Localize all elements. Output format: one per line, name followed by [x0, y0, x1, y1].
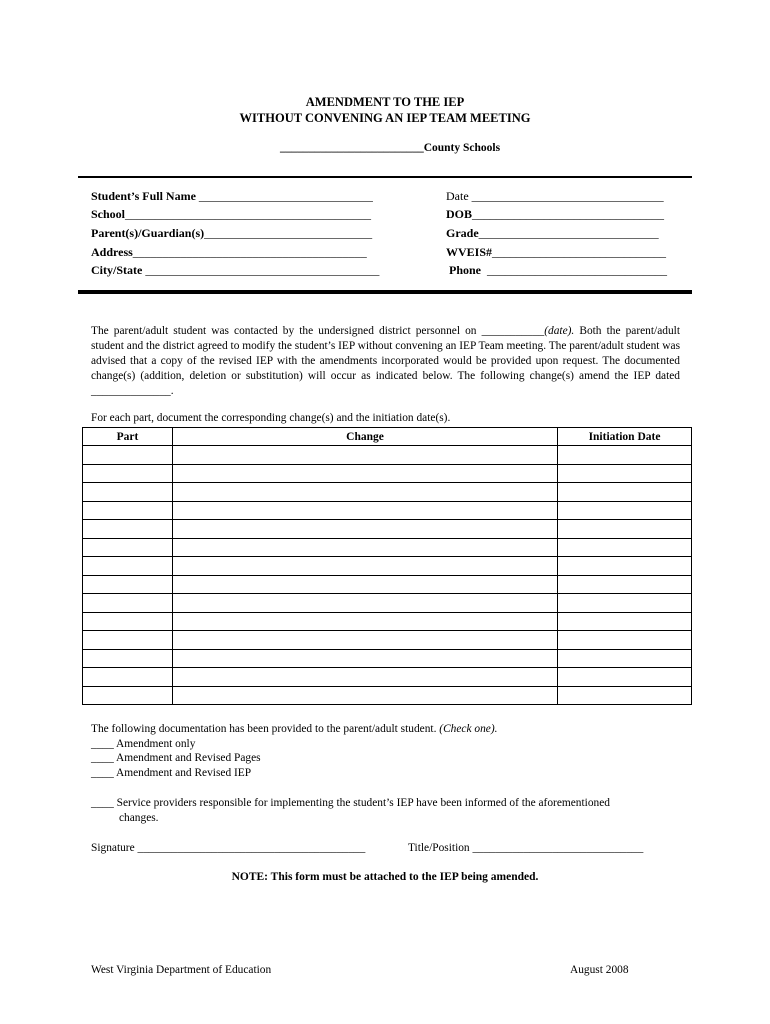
table-header-row [83, 428, 692, 446]
initiation-date-cell[interactable] [558, 575, 692, 594]
change-cell[interactable] [173, 464, 558, 483]
table-row [83, 520, 692, 539]
wveis-label: WVEIS# [446, 245, 493, 259]
form-title-line2: WITHOUT CONVENING AN IEP TEAM MEETING [239, 111, 531, 125]
address-label: Address [91, 245, 133, 259]
table-row [83, 575, 692, 594]
school-field[interactable]: School_________________________________________ [91, 207, 372, 221]
documentation-intro: The following documentation has been provided to the parent/adult student. (Check one). [91, 723, 498, 735]
student-name-field[interactable]: Student’s Full Name _____________________________ [91, 189, 373, 203]
part-column-header: Part [83, 428, 173, 446]
city-state-field[interactable]: City/State _______________________________________ [91, 263, 380, 277]
change-column-header: Change [173, 428, 558, 446]
part-cell[interactable] [83, 483, 173, 502]
guardian-field[interactable]: Parent(s)/Guardian(s)____________________________ [91, 226, 373, 240]
part-cell[interactable] [83, 594, 173, 613]
city-state-label: City/State [91, 263, 143, 277]
table-row [83, 594, 692, 613]
initiation-date-column-header: Initiation Date [558, 428, 692, 446]
table-row [83, 501, 692, 520]
table-row [83, 538, 692, 557]
change-cell[interactable] [173, 557, 558, 576]
wveis-field[interactable]: WVEIS#_____________________________ [446, 245, 667, 259]
part-cell[interactable] [83, 668, 173, 687]
part-cell[interactable] [83, 612, 173, 631]
table-row [83, 668, 692, 687]
footer-date: August 2008 [570, 964, 629, 976]
table-row [83, 483, 692, 502]
footer-department: West Virginia Department of Education [91, 964, 272, 976]
service-providers-option[interactable]: ____ Service providers responsible for implementing the student’s IEP have been informed of the aforementioned [91, 797, 610, 809]
table-row [83, 612, 692, 631]
part-cell[interactable] [83, 557, 173, 576]
phone-field[interactable]: Phone ______________________________ [449, 263, 668, 277]
table-row [83, 631, 692, 650]
grade-label: Grade [446, 226, 479, 240]
initiation-date-cell[interactable] [558, 557, 692, 576]
heavy-rule [78, 290, 692, 294]
initiation-date-cell[interactable] [558, 501, 692, 520]
initiation-date-cell[interactable] [558, 631, 692, 650]
school-label: School [91, 207, 126, 221]
table-instructions: For each part, document the corresponding change(s) and the initiation date(s). [91, 412, 451, 424]
intro-paragraph: The parent/adult student was contacted by the undersigned district personnel on ___________(date). Both the parent/adult student and the district agreed to modify the student’s IEP without convening an IEP Team meeting. The parent/adult student was advised that a copy of the revised IEP with the amendments incorporated would be provided upon request. The documented change(s) (addition, deletion or substitution) will occur as indicated below. The following change(s) amend the IEP dated ______________. [91, 325, 680, 397]
change-cell[interactable] [173, 612, 558, 631]
part-cell[interactable] [83, 520, 173, 539]
table-row [83, 557, 692, 576]
change-cell[interactable] [173, 631, 558, 650]
part-cell[interactable] [83, 575, 173, 594]
service-providers-option-cont: changes. [119, 812, 159, 824]
initiation-date-cell[interactable] [558, 594, 692, 613]
part-cell[interactable] [83, 446, 173, 465]
signature-field[interactable]: Signature ________________________________________ [91, 842, 366, 854]
part-cell[interactable] [83, 649, 173, 668]
dob-field[interactable]: DOB________________________________ [446, 207, 665, 221]
dob-label: DOB [446, 207, 473, 221]
change-cell[interactable] [173, 520, 558, 539]
table-row [83, 464, 692, 483]
part-cell[interactable] [83, 464, 173, 483]
address-field[interactable]: Address_______________________________________ [91, 245, 367, 259]
change-cell[interactable] [173, 668, 558, 687]
initiation-date-cell[interactable] [558, 464, 692, 483]
change-cell[interactable] [173, 575, 558, 594]
initiation-date-cell[interactable] [558, 538, 692, 557]
initiation-date-cell[interactable] [558, 649, 692, 668]
change-cell[interactable] [173, 649, 558, 668]
initiation-date-cell[interactable] [558, 612, 692, 631]
change-cell[interactable] [173, 538, 558, 557]
changes-table [82, 427, 692, 705]
date-label: Date [446, 189, 469, 203]
form-title-line1: AMENDMENT TO THE IEP [305, 95, 465, 109]
table-row [83, 446, 692, 465]
table-row [83, 649, 692, 668]
changes-table-body [83, 446, 692, 705]
initiation-date-cell[interactable] [558, 686, 692, 705]
guardian-label: Parent(s)/Guardian(s) [91, 226, 205, 240]
date-field[interactable]: Date ________________________________ [446, 189, 664, 203]
table-row [83, 686, 692, 705]
initiation-date-cell[interactable] [558, 446, 692, 465]
option-amendment-only[interactable]: ____ Amendment only [91, 738, 196, 750]
change-cell[interactable] [173, 483, 558, 502]
option-amendment-revised-pages[interactable]: ____ Amendment and Revised Pages [91, 752, 261, 764]
change-cell[interactable] [173, 594, 558, 613]
attachment-note: NOTE: This form must be attached to the IEP being amended. [231, 871, 539, 883]
phone-label: Phone [449, 263, 482, 277]
grade-field[interactable]: Grade______________________________ [446, 226, 659, 240]
part-cell[interactable] [83, 686, 173, 705]
part-cell[interactable] [83, 501, 173, 520]
student-name-label: Student’s Full Name [91, 189, 196, 203]
part-cell[interactable] [83, 631, 173, 650]
top-rule [78, 176, 692, 178]
initiation-date-cell[interactable] [558, 483, 692, 502]
option-amendment-revised-iep[interactable]: ____ Amendment and Revised IEP [91, 767, 252, 779]
initiation-date-cell[interactable] [558, 520, 692, 539]
change-cell[interactable] [173, 446, 558, 465]
initiation-date-cell[interactable] [558, 668, 692, 687]
part-cell[interactable] [83, 538, 173, 557]
change-cell[interactable] [173, 686, 558, 705]
county-schools-line: _________________________County Schools [279, 142, 501, 154]
title-position-field[interactable]: Title/Position ______________________________ [408, 842, 644, 854]
change-cell[interactable] [173, 501, 558, 520]
